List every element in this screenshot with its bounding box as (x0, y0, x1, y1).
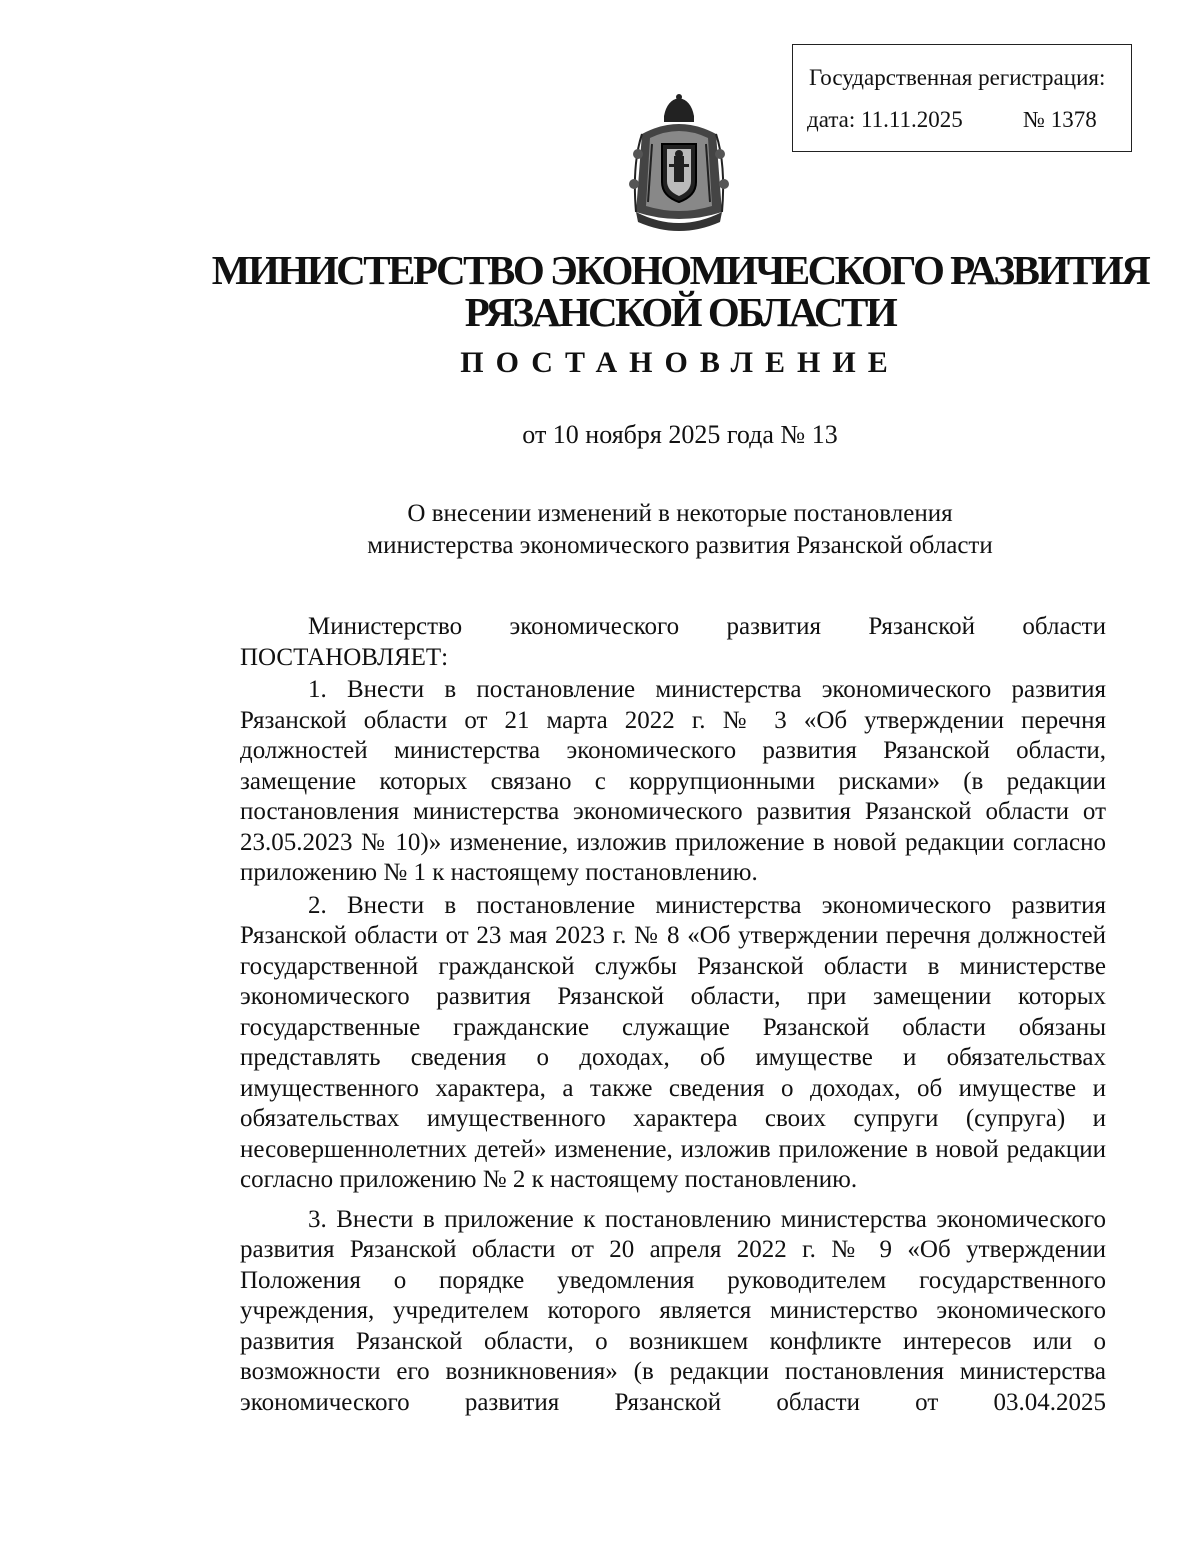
document-date: от 10 ноября 2025 года № 13 (522, 420, 838, 449)
clause-1-paragraph: 1. Внести в постановление министерства экономического развития Рязанской области от 21 марта 2022 г. № 3 «Об утверждении перечня должностей министерства экономического развития Рязанской области, замещение которых связано с коррупционными рисками» (в редакции постановления министерства экономического развития Рязанской области от 23.05.2023 № 10)» изменение, изложив приложение в новой редакции согласно приложению № 1 к настоящему постановлению. (240, 676, 1106, 886)
document-body (240, 612, 1106, 1418)
clause-2-paragraph: 2. Внести в постановление министерства экономического развития Рязанской области от 23 мая 2023 г. № 8 «Об утверждении перечня должностей государственной гражданской службы Рязанской области в министерстве экономического развития Рязанской области, при замещении которых государственные гражданские служащие Рязанской области обязаны представлять сведения о доходах, об имуществе и обязательствах имущественного характера, а также сведения о доходах, об имуществе и обязательствах имущественного характера своих супруги (супруга) и несовершеннолетних детей» изменение, изложив приложение в новой редакции согласно приложению № 2 к настоящему постановлению. (240, 891, 1106, 1193)
ministry-name-line2: РЯЗАНСКОЙ ОБЛАСТИ (464, 289, 896, 335)
subject-line1: О внесении изменений в некоторые постановления (407, 500, 953, 527)
preamble-paragraph: Министерство экономического развития Рязанской области ПОСТАНОВЛЯЕТ: (240, 613, 1106, 671)
ryazan-coat-of-arms-icon (612, 94, 746, 234)
clause-3-paragraph: 3. Внести в приложение к постановлению министерства экономического развития Рязанской области от 20 апреля 2022 г. № 9 «Об утверждении Положения о порядке уведомления руководителем государственного учреждения, учредителем которого является министерство экономического развития Рязанской области, о возникшем конфликте интересов или о возможности его возникновения» (в редакции постановления министерства экономического развития Рязанской области от 03.04.2025 (240, 1205, 1106, 1416)
ministry-name-line1: МИНИСТЕРСТВО ЭКОНОМИЧЕСКОГО РАЗВИТИЯ (211, 247, 1149, 293)
document-type: ПОСТАНОВЛЕНИЕ (460, 346, 900, 379)
registration-stamp (792, 44, 1132, 152)
subject-line2: министерства экономического развития Рязанской области (367, 532, 993, 559)
registration-date: дата: 11.11.2025 (807, 107, 963, 132)
registration-number: № 1378 (1023, 107, 1097, 132)
registration-title: Государственная регистрация: (809, 65, 1106, 90)
